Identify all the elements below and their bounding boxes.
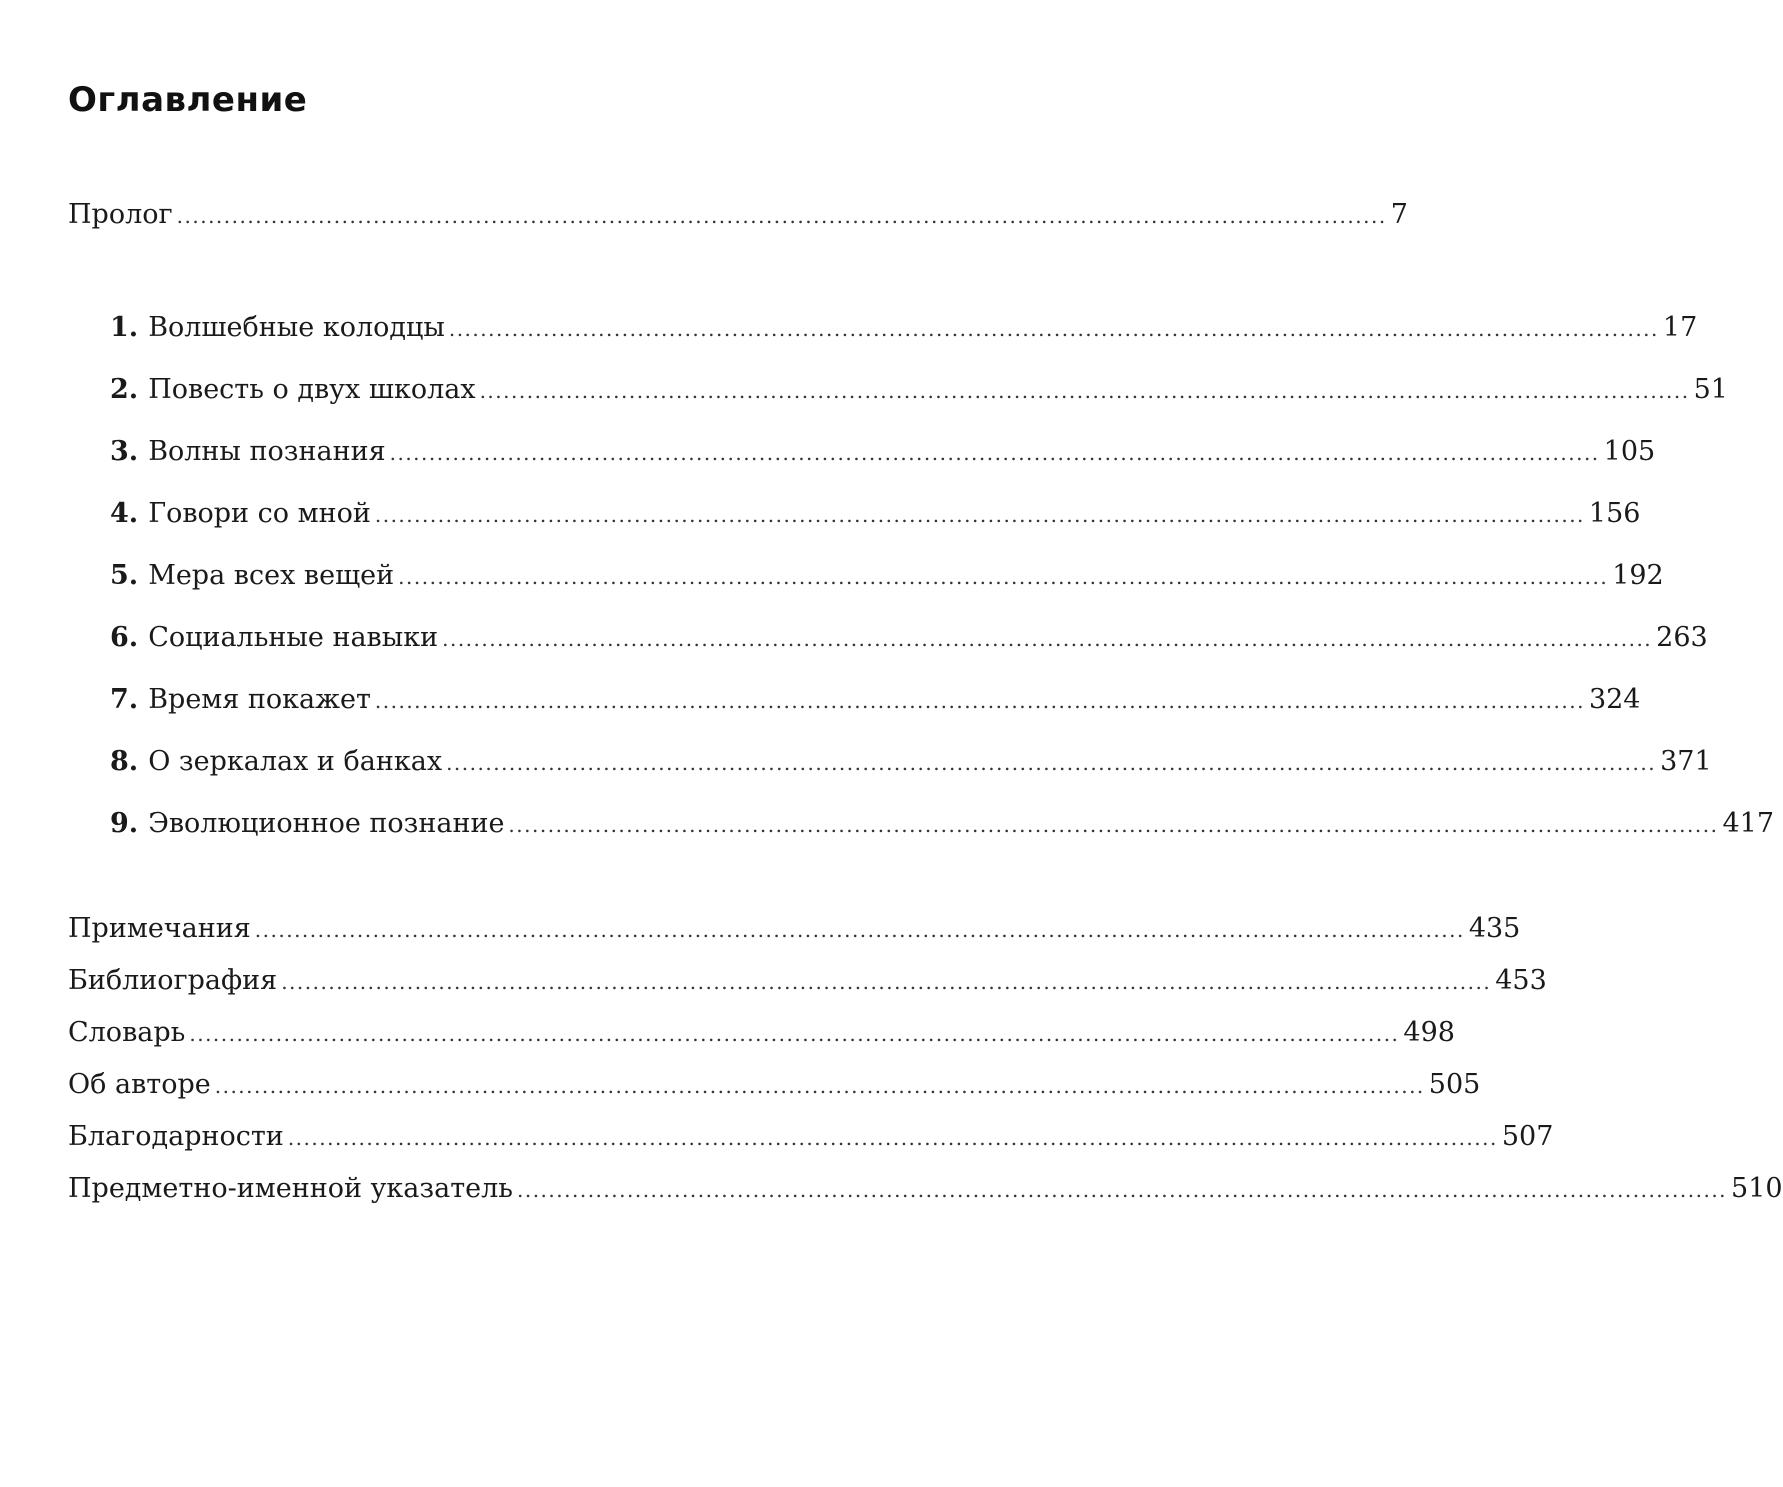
chapter-title: Время покажет bbox=[148, 684, 371, 715]
toc-entry-chapter-3[interactable] bbox=[110, 432, 1656, 472]
toc-entry-chapter-9[interactable] bbox=[110, 804, 1775, 844]
chapter-title: Эволюционное познание bbox=[148, 808, 505, 839]
dot-leader: .......................................................................................................................................................... bbox=[176, 204, 1387, 228]
toc-entry-title: Словарь bbox=[68, 1017, 186, 1048]
toc-entry-title: Об авторе bbox=[68, 1069, 211, 1100]
toc-entry-prologue[interactable] bbox=[68, 195, 1408, 235]
toc-entry-page: 435 bbox=[1468, 913, 1521, 944]
chapter-number: 8. bbox=[110, 746, 139, 777]
chapter-page: 51 bbox=[1693, 374, 1728, 405]
chapter-page: 371 bbox=[1660, 746, 1712, 777]
toc-entry-acknowledgements[interactable] bbox=[68, 1117, 1554, 1157]
chapter-page: 417 bbox=[1722, 808, 1775, 839]
dot-leader: .......................................................................................................................................................... bbox=[446, 751, 1657, 775]
chapter-number: 5. bbox=[110, 560, 139, 591]
chapter-number: 2. bbox=[110, 374, 139, 405]
dot-leader: .......................................................................................................................................................... bbox=[516, 1178, 1728, 1202]
dot-leader: .......................................................................................................................................................... bbox=[442, 627, 1653, 651]
chapter-page: 324 bbox=[1588, 684, 1641, 715]
chapter-title: Волшебные колодцы bbox=[148, 312, 445, 343]
toc-entry-page: 510 bbox=[1731, 1173, 1783, 1204]
chapter-page: 192 bbox=[1612, 560, 1664, 591]
chapter-page: 156 bbox=[1588, 498, 1641, 529]
toc-entry-chapter-7[interactable] bbox=[110, 680, 1641, 720]
toc-entry-title: Пролог bbox=[68, 199, 173, 230]
chapter-title: Социальные навыки bbox=[148, 622, 439, 653]
dot-leader: .......................................................................................................................................................... bbox=[374, 503, 1585, 527]
chapter-page: 263 bbox=[1656, 622, 1708, 653]
toc-entry-page: 507 bbox=[1501, 1121, 1554, 1152]
chapter-number: 1. bbox=[110, 312, 139, 343]
page-title: Оглавление bbox=[68, 80, 308, 120]
chapter-number: 4. bbox=[110, 498, 139, 529]
toc-entry-chapter-1[interactable] bbox=[110, 308, 1698, 348]
chapter-title: О зеркалах и банках bbox=[148, 746, 443, 777]
toc-entry-notes[interactable] bbox=[68, 909, 1521, 949]
dot-leader: .......................................................................................................................................................... bbox=[374, 689, 1585, 713]
dot-leader: .......................................................................................................................................................... bbox=[281, 970, 1492, 994]
chapter-page: 17 bbox=[1662, 312, 1698, 343]
toc-entry-chapter-8[interactable] bbox=[110, 742, 1712, 782]
toc-entry-page: 453 bbox=[1495, 965, 1547, 996]
toc-entry-title: Примечания bbox=[68, 913, 251, 944]
dot-leader: .......................................................................................................................................................... bbox=[479, 379, 1690, 403]
chapter-title: Волны познания bbox=[148, 436, 386, 467]
toc-entry-glossary[interactable] bbox=[68, 1013, 1455, 1053]
chapter-number: 9. bbox=[110, 808, 139, 839]
chapter-number: 6. bbox=[110, 622, 139, 653]
toc-entry-title: Благодарности bbox=[68, 1121, 284, 1152]
chapter-number: 3. bbox=[110, 436, 139, 467]
toc-entry-title: Предметно-именной указатель bbox=[68, 1173, 513, 1204]
dot-leader: .......................................................................................................................................................... bbox=[214, 1074, 1425, 1098]
dot-leader: .......................................................................................................................................................... bbox=[398, 565, 1609, 589]
toc-entry-about-author[interactable] bbox=[68, 1065, 1481, 1105]
dot-leader: .......................................................................................................................................................... bbox=[508, 813, 1719, 837]
toc-entry-bibliography[interactable] bbox=[68, 961, 1547, 1001]
chapter-page: 105 bbox=[1603, 436, 1656, 467]
toc-entry-title: Библиография bbox=[68, 965, 278, 996]
toc-entry-page: 505 bbox=[1428, 1069, 1481, 1100]
toc-entry-chapter-6[interactable] bbox=[110, 618, 1708, 658]
dot-leader: .......................................................................................................................................................... bbox=[287, 1126, 1498, 1150]
dot-leader: .......................................................................................................................................................... bbox=[254, 918, 1465, 942]
toc-entry-page: 498 bbox=[1403, 1017, 1455, 1048]
toc-entry-page: 7 bbox=[1390, 199, 1408, 230]
dot-leader: .......................................................................................................................................................... bbox=[448, 317, 1659, 341]
chapter-title: Мера всех вещей bbox=[148, 560, 395, 591]
toc-entry-chapter-5[interactable] bbox=[110, 556, 1664, 596]
chapter-number: 7. bbox=[110, 684, 139, 715]
dot-leader: .......................................................................................................................................................... bbox=[389, 441, 1600, 465]
toc-entry-index[interactable] bbox=[68, 1169, 1783, 1209]
toc-entry-chapter-4[interactable] bbox=[110, 494, 1641, 534]
toc-entry-chapter-2[interactable] bbox=[110, 370, 1728, 410]
chapter-title: Говори со мной bbox=[148, 498, 371, 529]
dot-leader: .......................................................................................................................................................... bbox=[189, 1022, 1400, 1046]
chapter-title: Повесть о двух школах bbox=[148, 374, 476, 405]
